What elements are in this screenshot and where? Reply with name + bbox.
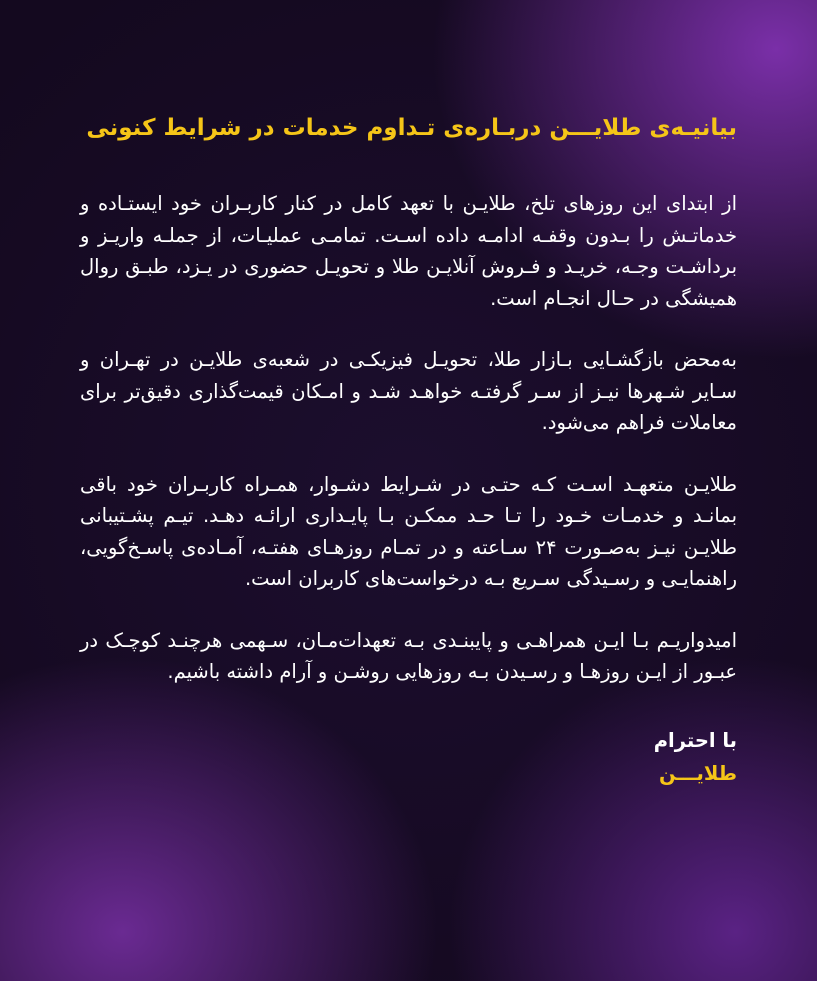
paragraph-market-reopening: به‌محض بازگشـایی بـازار طلا، تحویـل فیزیکـی در شعبه‌ی طلایـن در تهـران و سـایر شـهرها نیـز از سـر گرفتـه خواهـد شـد و امـکان قیمت‌گذاری دقیق‌تر برای معاملات فراهم می‌شود. [80, 348, 737, 435]
signature-block [80, 724, 737, 790]
paragraph-services: از ابتدای این روزهای تلخ، طلایـن با تعهد کامل در کنار کاربـران خود ایستـاده و خدماتـش را بـدون وقفـه ادامـه داده اسـت. تمامـی عملیـات، از جملـه واریـز و برداشـت وجـه، خریـد و فـروش آنلایـن طلا و تحویـل حضوری در یـزد، طبـق روال همیشگی در حـال انجـام است. [80, 192, 737, 310]
brand-signature: طلایـــن [658, 761, 737, 785]
statement-title: بیانیـه‌ی طلایـــن دربـاره‌ی تـداوم خدمات در شرایط کنونی [86, 115, 737, 141]
paragraph-hope: امیدواریـم بـا ایـن همراهـی و پایبنـدی بـه تعهدات‌مـان، سـهمی هرچنـد کوچـک در عبـور از ایـن روزهـا و رسـیدن بـه روزهایی روشـن و آرام داشته باشیم. [80, 628, 737, 684]
paragraph-support: طلایـن متعهـد اسـت کـه حتـی در شـرایط دشـوار، همـراه کاربـران خود باقی بمانـد و خدمـات خـود را تـا حـد ممکـن بـا پایـداری ارائـه دهـد. تیـم پشـتیبانی طلایـن نیـز به‌صـورت ۲۴ سـاعته و در تمـام روزهـای هفتـه، آمـاده‌ی پاسـخ‌گویی، راهنمایـی و رسـیدگی سـریع بـه درخواست‌های کاربران است. [80, 472, 737, 591]
closing-text: با احترام [653, 728, 737, 752]
